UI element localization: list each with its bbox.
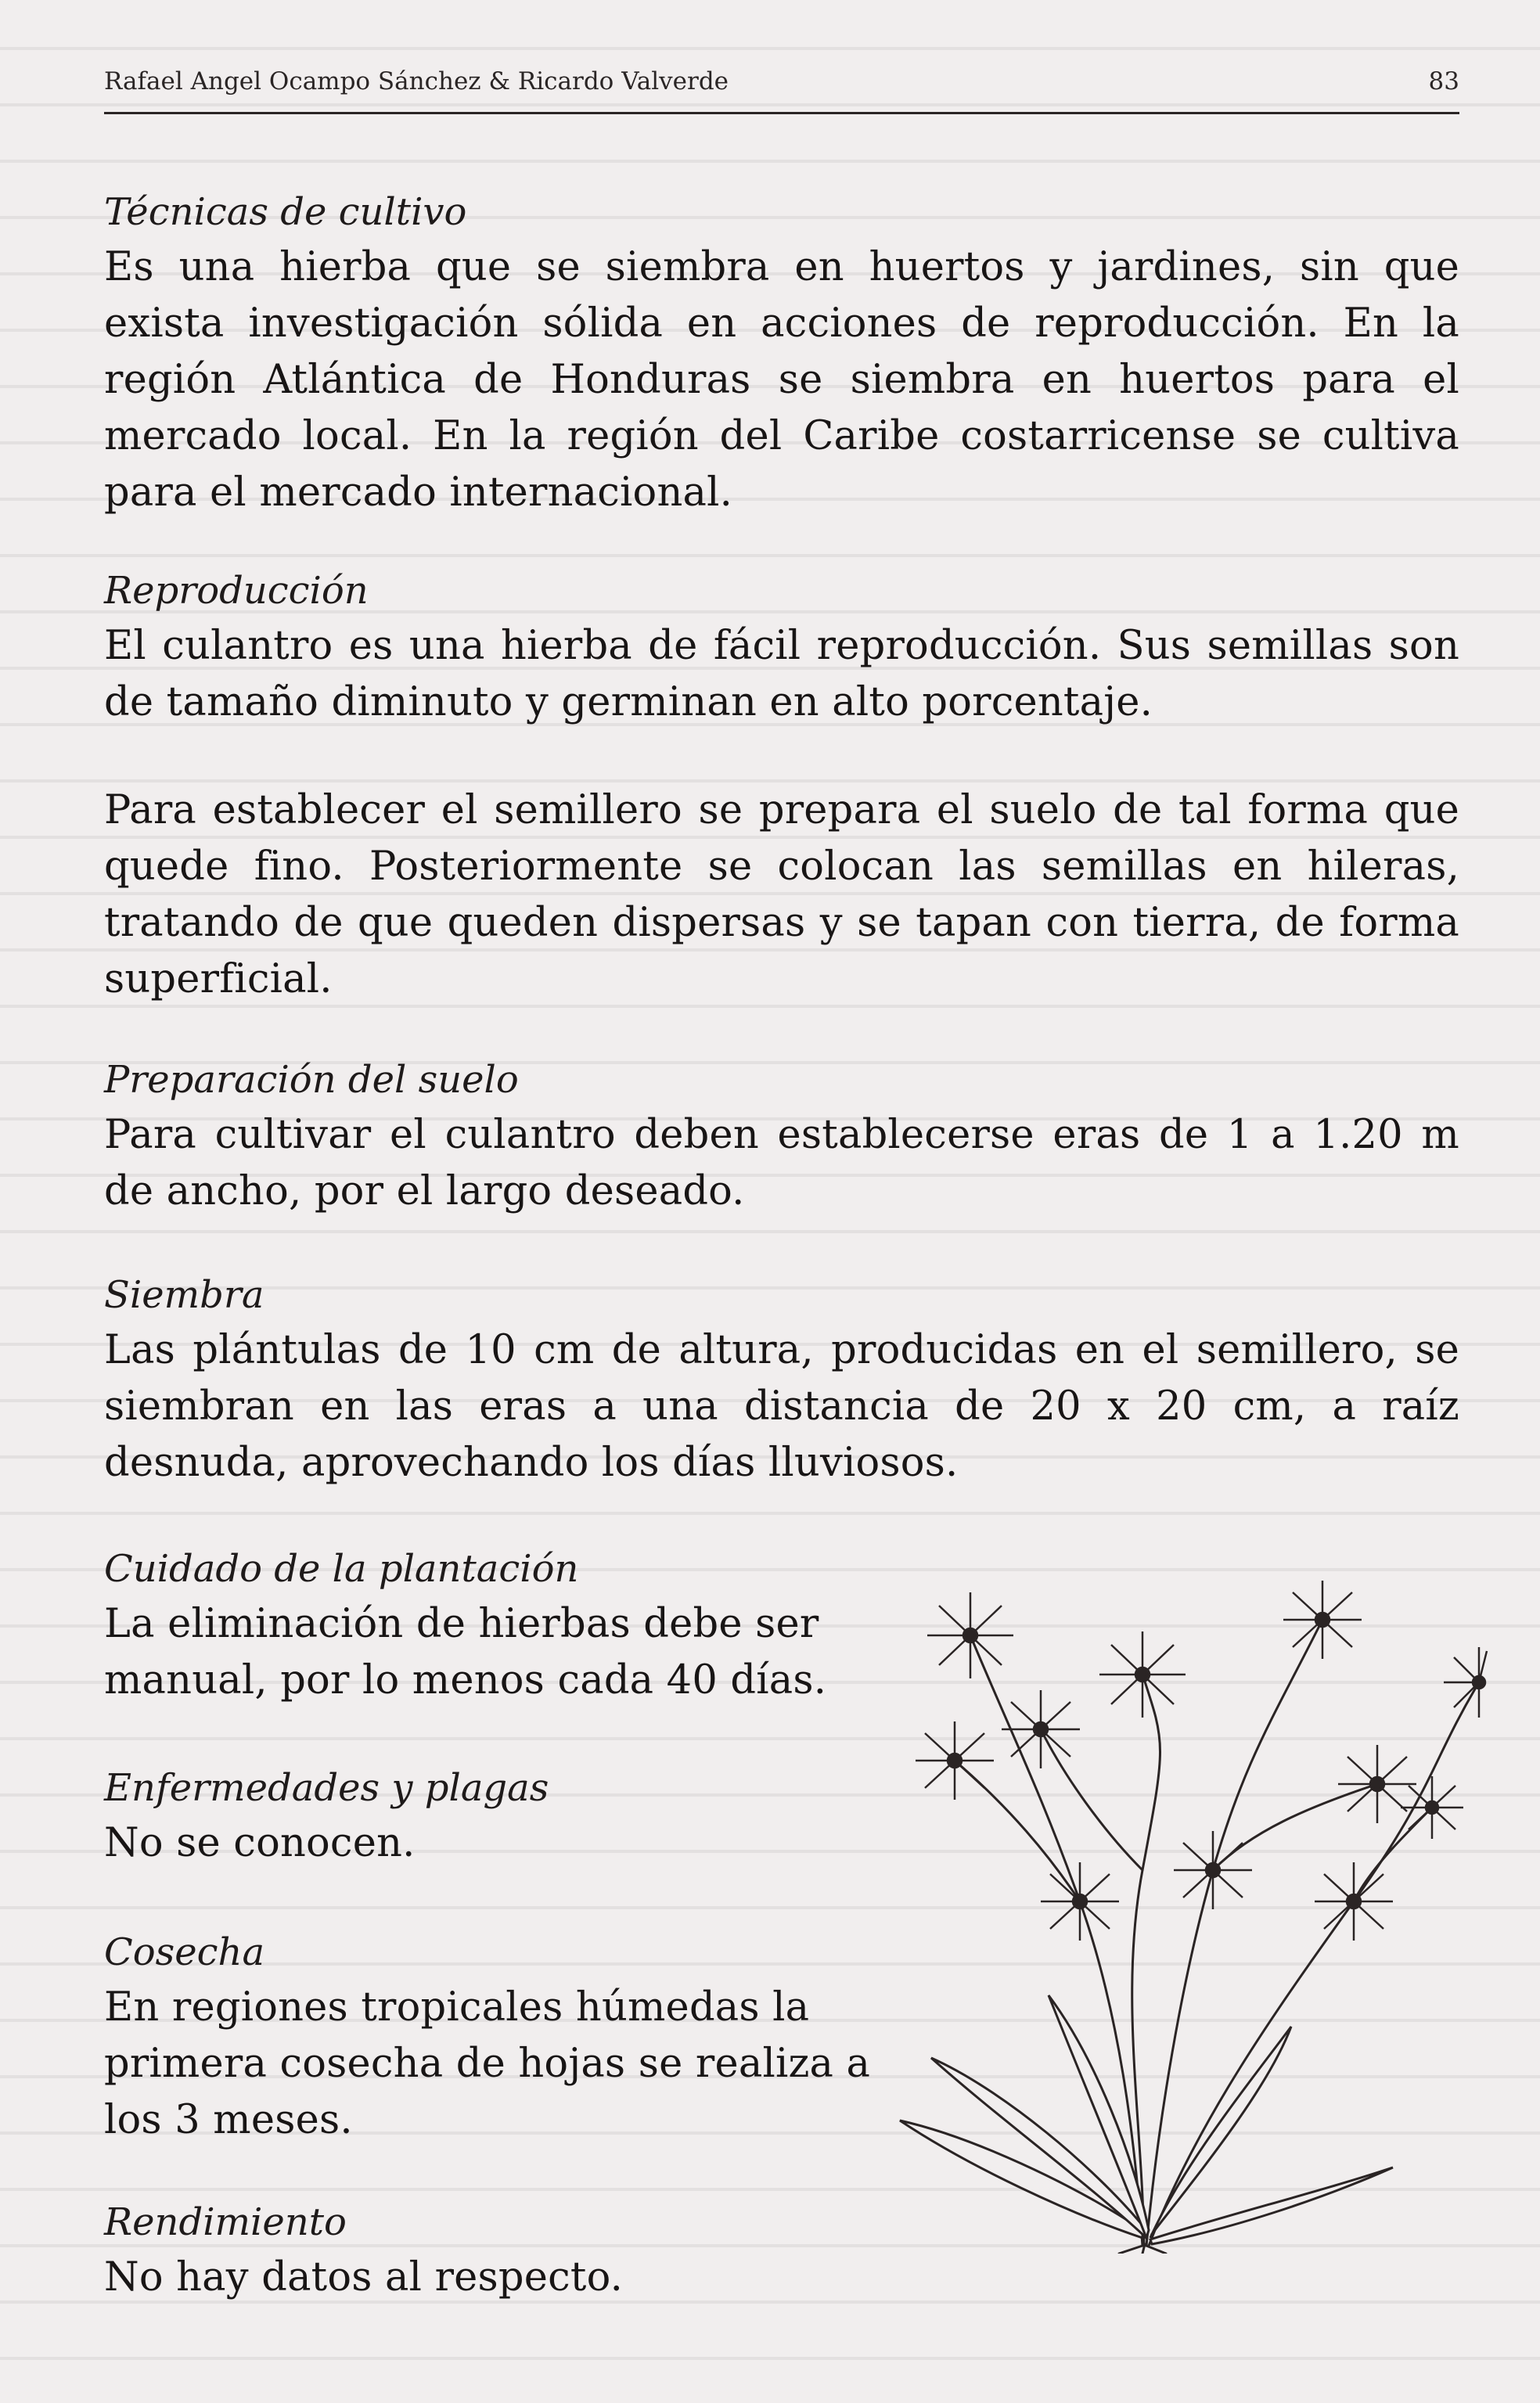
section-heading: Reproducción — [104, 569, 369, 613]
section-paragraph: Es una hierba que se siembra en huertos y jardines, sin que exista investigación sólida en acciones de reproducción. En la región Atlántica de Honduras se siembra en huertos para el mercado local. En la región del Caribe costarricense se cultiva para el mercado internacional. — [104, 244, 1459, 516]
section-heading: Cosecha — [104, 1930, 265, 1974]
running-header — [104, 67, 1459, 95]
section-paragraph: No se conocen. — [104, 1820, 416, 1866]
culantro-plant-drawing-icon — [884, 1573, 1495, 2254]
section-paragraph: Para cultivar el culantro deben establecerse eras de 1 a 1.20 m de ancho, por el largo deseado. — [104, 1112, 1459, 1214]
section-heading: Técnicas de cultivo — [104, 190, 467, 234]
section-paragraph: No hay datos al respecto. — [104, 2254, 624, 2300]
section-heading: Cuidado de la plantación — [104, 1547, 579, 1591]
section-heading: Preparación del suelo — [104, 1058, 519, 1102]
section-reproduccion-cont — [104, 782, 1459, 1008]
section-paragraph: La eliminación de hierbas debe ser manual, por lo menos cada 40 días. — [104, 1601, 827, 1703]
section-paragraph: En regiones tropicales húmedas la primera cosecha de hojas se realiza a los 3 meses. — [104, 1984, 871, 2143]
section-heading: Rendimiento — [104, 2200, 347, 2244]
header-rule — [104, 112, 1459, 114]
section-reproduccion — [104, 563, 1459, 731]
section-paragraph: Las plántulas de 10 cm de altura, producidas en el semillero, se siembran en las eras a una distancia de 20 x 20 cm, a raíz desnuda, aprovechando los días lluviosos. — [104, 1327, 1459, 1486]
section-paragraph: Para establecer el semillero se prepara el suelo de tal forma que quede fino. Posteriormente se colocan las semillas en hileras, tratando de que queden dispersas y se tapan con tierra, de forma superficial. — [104, 787, 1459, 1002]
section-tecnicas-de-cultivo — [104, 185, 1459, 521]
section-heading: Enfermedades y plagas — [104, 1766, 549, 1810]
section-preparacion-del-suelo — [104, 1052, 1459, 1220]
section-paragraph: El culantro es una hierba de fácil reproducción. Sus semillas son de tamaño diminuto y germinan en alto porcentaje. — [104, 623, 1459, 725]
section-siembra — [104, 1268, 1459, 1491]
page-number: 83 — [1428, 67, 1459, 95]
section-heading: Siembra — [104, 1273, 264, 1317]
header-authors: Rafael Angel Ocampo Sánchez & Ricardo Valverde — [104, 67, 729, 95]
